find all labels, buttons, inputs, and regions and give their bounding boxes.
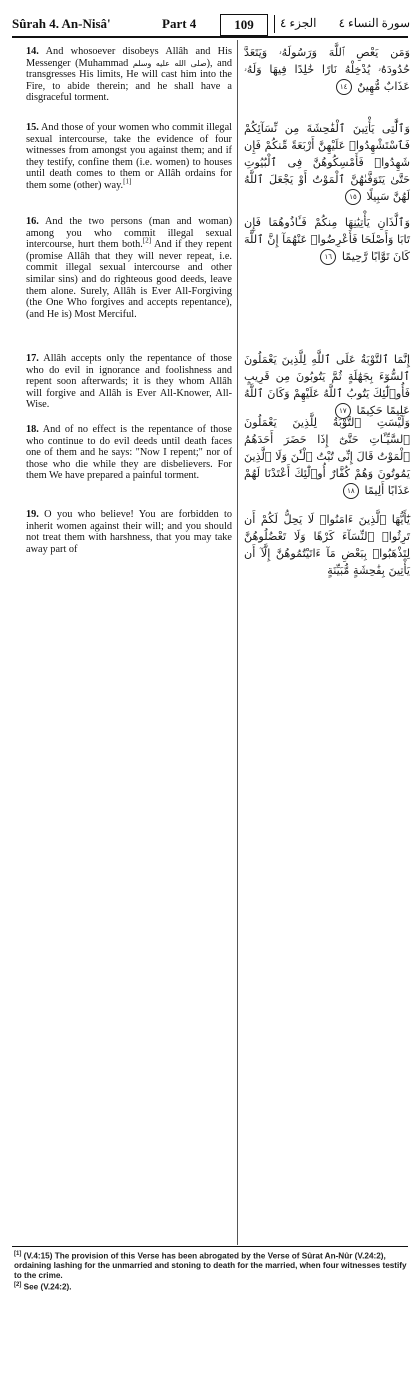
verse-16-english: [26, 216, 232, 320]
verse-14-arabic: [244, 44, 410, 95]
verse-number: 17.: [26, 353, 39, 364]
ayah-number-marker: ١٧: [335, 403, 351, 419]
footnote-ref: [2]: [142, 236, 152, 245]
part-label-ar: الجزء ٤: [280, 16, 317, 30]
verse-14-english: [26, 46, 232, 104]
arabic-text: إِنَّمَا ٱلتَّوْبَةُ عَلَى ٱللَّهِ لِلَّذِينَ يَعْمَلُونَ ٱلسُّوٓءَ بِجَهَٰلَةٍ ثُمَّ يَتُوبُونَ مِن قَرِيبٍ فَأُو۟لَٰٓئِكَ يَتُوبُ ٱللَّهُ عَلَيْهِمْ وَكَانَ ٱللَّهُ عَلِيمًا حَكِيمًا: [244, 353, 410, 417]
footnote-1: [14, 1250, 408, 1281]
verse-number: 19.: [26, 509, 39, 520]
arabic-text: وَٱلَّٰتِى يَأْتِينَ ٱلْفَٰحِشَةَ مِن نِّسَآئِكُمْ فَٱسْتَشْهِدُوا۟ عَلَيْهِنَّ أَرْبَعَةً مِّنكُمْ فَإِن شَهِدُوا۟ فَأَمْسِكُوهُنَّ فِى ٱلْبُيُوتِ حَتَّىٰ يَتَوَفَّىٰهُنَّ ٱلْمَوْتُ أَوْ يَجْعَلَ ٱللَّهُ لَهُنَّ سَبِيلًا: [244, 122, 410, 203]
ayah-number-marker: ١٥: [345, 189, 361, 205]
ayah-number-marker: ١٨: [343, 483, 359, 499]
verse-number: 18.: [26, 424, 39, 435]
verse-17-english: [26, 353, 232, 411]
surah-title-en: Sûrah 4. An-Nisâ': [12, 16, 111, 31]
verse-number: 14.: [26, 46, 39, 57]
verse-text-cont: ), and transgresses His limits, He will cast him into the Fire, to abide therein; and he shall have a disgraceful torment.: [26, 57, 232, 104]
verse-text: O you who believe! You are forbidden to inherit women against their will; and you should not treat them with harshness, that you may take away part of: [26, 509, 232, 555]
arabic-text: يَٰٓأَيُّهَا ٱلَّذِينَ ءَامَنُوا۟ لَا يَحِلُّ لَكُمْ أَن تَرِثُوا۟ ٱلنِّسَآءَ كَرْهًا وَلَا تَعْضُلُوهُنَّ لِتَذْهَبُوا۟ بِبَعْضِ مَآ ءَاتَيْتُمُوهُنَّ إِلَّآ أَن يَأْتِينَ بِفَٰحِشَةٍ مُّبَيِّنَةٍ: [244, 513, 410, 577]
header-rule: [12, 36, 408, 38]
verse-15-english: [26, 122, 232, 192]
footnote-text: See (V.24:2).: [21, 1282, 72, 1292]
verse-19-arabic: [244, 511, 410, 579]
verse-19-english: [26, 509, 232, 555]
verse-number: 16.: [26, 216, 39, 227]
footnote-2: [14, 1281, 408, 1292]
part-label-en: Part 4: [162, 16, 197, 31]
footnote-marker: [2]: [14, 1282, 22, 1288]
footnote-rule: [12, 1246, 408, 1247]
footnote-marker: [1]: [14, 1251, 22, 1257]
ayah-number-marker: ١٤: [336, 79, 352, 95]
verse-text: And of no effect is the repentance of those who continue to do evil deeds until death faces one of them and he says: "Now I repent;" nor of those who die while they are disbelievers. For them We have prepared a painful torment.: [26, 424, 232, 482]
ayah-number-marker: ١٦: [320, 249, 336, 265]
verse-text: And the two persons (man and woman) among you who commit illegal sexual intercourse, hurt them both.: [26, 216, 232, 251]
page-number-box: 109: [220, 14, 268, 36]
verse-text-cont: And if they repent (promise Allâh that they will never repeat, i.e. commit illegal sexual intercourse and other similar sins) and do righteous good deeds, leave them alone. Surely, Allâh is Ever All-Forgiving (the One Who forgives and accepts repentance), (and He is) Most Merciful.: [26, 239, 232, 320]
footnote-text: (V.4:15) The provision of this Verse has been abrogated by the Verse of Sûrat An-Nûr (V.24:2), ordaining lashing for the unmarried and stoning to death for the married, when four witnesses testify to the crime.: [14, 1251, 407, 1280]
verse-text: And those of your women who commit illegal sexual intercourse, take the evidence of four witnesses from amongst you against them; and if they testify, confine them (i.e. women) to houses until death comes to them or Allâh ordains for them some (other) way.: [26, 122, 232, 191]
verse-15-arabic: [244, 120, 410, 205]
verse-text: Allâh accepts only the repentance of those who do evil in ignorance and foolishness and repent soon afterwards; it is they whom Allâh will forgive and Allâh is Ever All-Knower, All-Wise.: [26, 353, 232, 411]
verse-18-arabic: [244, 414, 410, 499]
arabic-text: وَمَن يَعْصِ ٱللَّهَ وَرَسُولَهُۥ وَيَتَعَدَّ حُدُودَهُۥ يُدْخِلْهُ نَارًا خَٰلِدًا فِيهَا وَلَهُۥ عَذَابٌ مُّهِينٌ: [244, 46, 410, 93]
verse-text: And whosoever disobeys Allâh and His Messenger (Muhammad: [26, 46, 232, 69]
verse-16-arabic: [244, 214, 410, 265]
column-divider: [237, 40, 238, 1245]
page-header: [12, 14, 410, 36]
salawat-arabic: صلى الله عليه وسلم: [132, 58, 207, 68]
verse-18-english: [26, 424, 232, 482]
surah-title-ar: سورة النساء ٤: [338, 16, 410, 30]
arabic-text: وَٱلَّذَانِ يَأْتِيَٰنِهَا مِنكُمْ فَـَٔاذُوهُمَا فَإِن تَابَا وَأَصْلَحَا فَأَعْرِضُوا۟ عَنْهُمَآ إِنَّ ٱللَّهَ كَانَ تَوَّابًا رَّحِيمًا: [244, 216, 410, 263]
header-separator: [274, 15, 275, 33]
verse-17-arabic: [244, 351, 410, 419]
footnote-ref: [1]: [123, 177, 132, 186]
arabic-text: وَلَيْسَتِ ٱلتَّوْبَةُ لِلَّذِينَ يَعْمَلُونَ ٱلسَّيِّـَٔاتِ حَتَّىٰٓ إِذَا حَضَرَ أَحَدَهُمُ ٱلْمَوْتُ قَالَ إِنِّى تُبْتُ ٱلْـَٰٔنَ وَلَا ٱلَّذِينَ يَمُوتُونَ وَهُمْ كُفَّارٌ أُو۟لَٰٓئِكَ أَعْتَدْنَا لَهُمْ عَذَابًا أَلِيمًا: [244, 416, 410, 497]
verse-number: 15.: [26, 122, 39, 133]
